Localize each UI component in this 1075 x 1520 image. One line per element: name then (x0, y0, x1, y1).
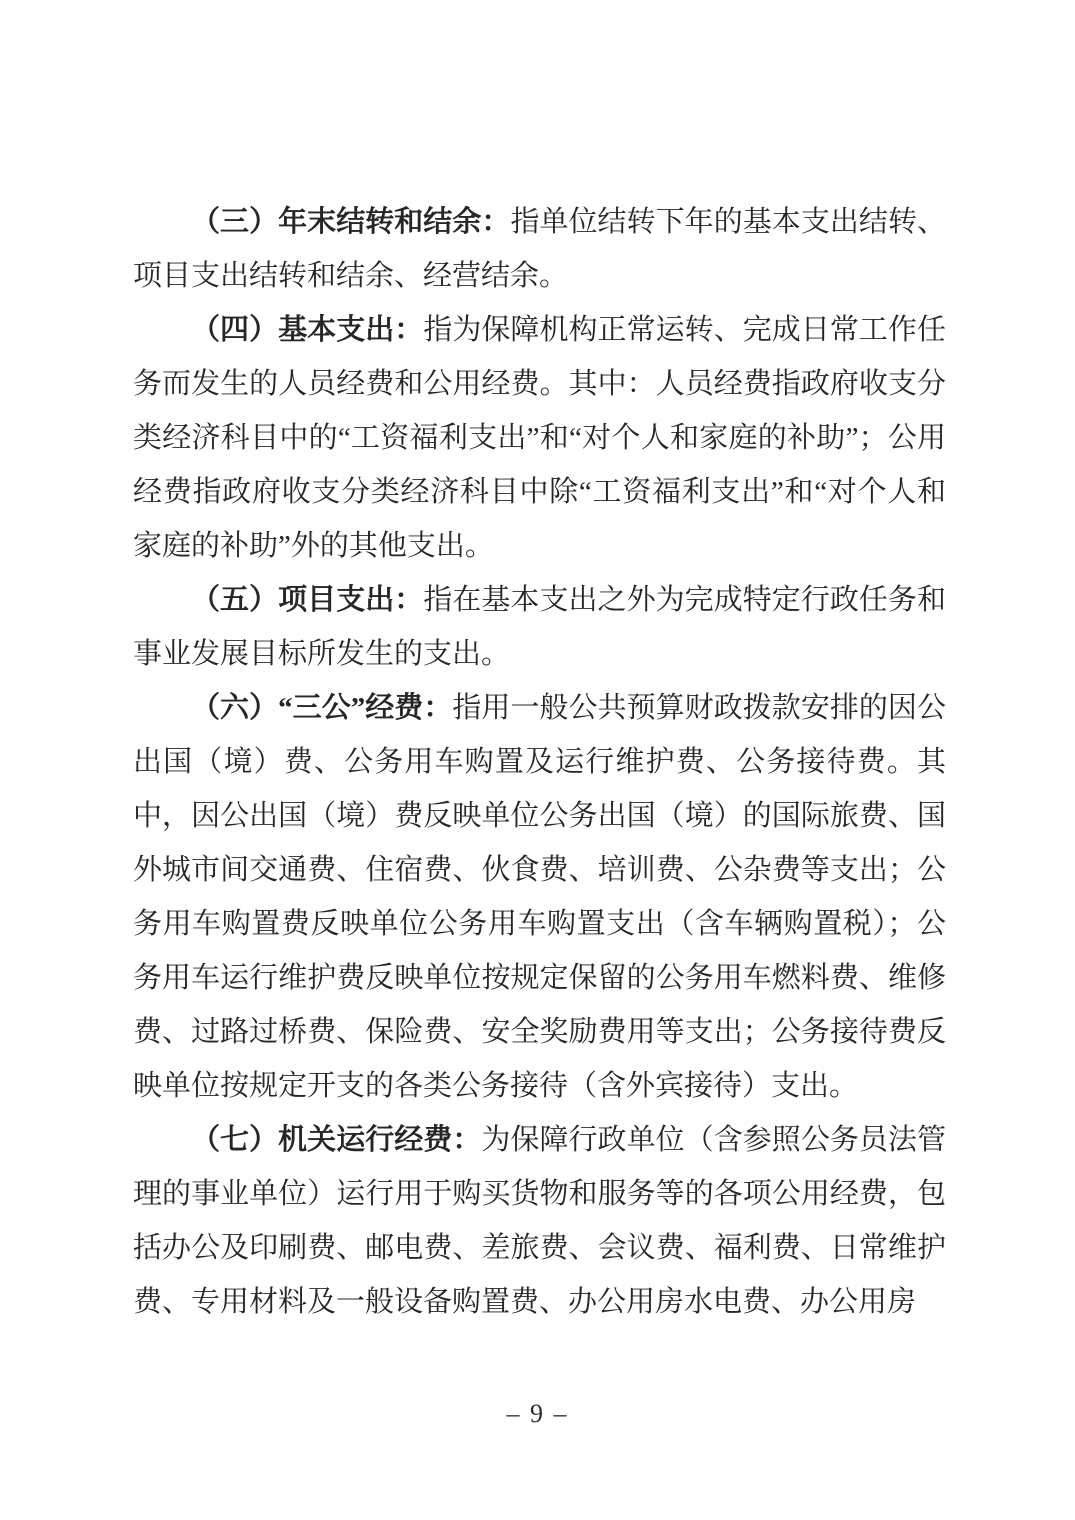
page-number: – 9 – (506, 1399, 569, 1428)
paragraph-head: （七）机关运行经费： (191, 1124, 482, 1156)
paragraph-head: （五）项目支出： (191, 584, 424, 616)
paragraph-text: 为保障行政单位（含参照公务员法管理的事业单位）运行用于购买货物和服务等的各项公用经费，包括办公及印刷费、邮电费、差旅费、会议费、福利费、日常维护费、专用材料及一般设备购置费、办公用房水电费、办公用房 (133, 1124, 946, 1318)
paragraph-head: （六）“三公”经费： (191, 692, 453, 724)
paragraph-text: 指用一般公共预算财政拨款安排的因公出国（境）费、公务用车购置及运行维护费、公务接待费。其中，因公出国（境）费反映单位公务出国（境）的国际旅费、国外城市间交通费、住宿费、伙食费、培训费、公杂费等支出；公务用车购置费反映单位公务用车购置支出（含车辆购置税）；公务用车运行维护费反映单位按规定保留的公务用车燃料费、维修费、过路过桥费、保险费、安全奖励费用等支出；公务接待费反映单位按规定开支的各类公务接待（含外宾接待）支出。 (133, 692, 946, 1102)
paragraph-year-end-carryover (133, 195, 946, 303)
paragraph-three-public-funds (133, 681, 946, 1113)
paragraph-text: 指在基本支出之外为完成特定行政任务和事业发展目标所发生的支出。 (133, 584, 946, 670)
document-body (133, 195, 946, 1329)
paragraph-head: （四）基本支出： (191, 314, 424, 346)
paragraph-head: （三）年末结转和结余： (191, 206, 511, 238)
paragraph-text: 指单位结转下年的基本支出结转、项目支出结转和结余、经营结余。 (133, 206, 946, 292)
paragraph-project-expenditure (133, 573, 946, 681)
paragraph-agency-operating-funds (133, 1113, 946, 1329)
paragraph-text: 指为保障机构正常运转、完成日常工作任务而发生的人员经费和公用经费。其中：人员经费指政府收支分类经济科目中的“工资福利支出”和“对个人和家庭的补助”；公用经费指政府收支分类经济科目中除“工资福利支出”和“对个人和家庭的补助”外的其他支出。 (133, 314, 946, 562)
paragraph-basic-expenditure (133, 303, 946, 573)
